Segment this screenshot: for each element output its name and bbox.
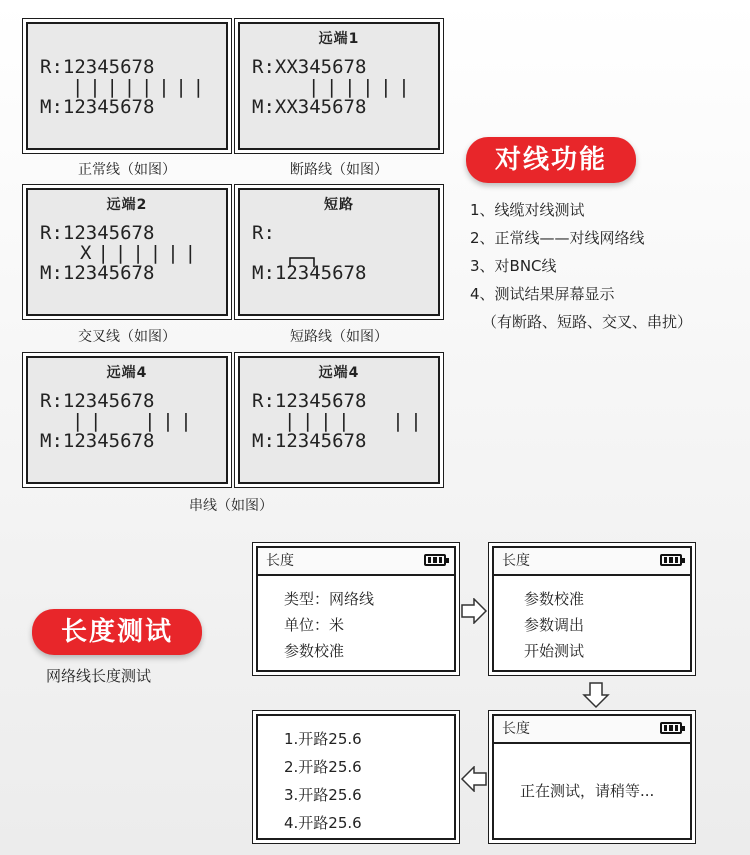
panel-caption: 短路线（如图） bbox=[290, 329, 388, 345]
result-line: 4.开路25.6 bbox=[284, 814, 362, 832]
lcd-panel-open bbox=[238, 22, 440, 150]
main-row: M:XX345678 bbox=[252, 96, 367, 118]
menu-line: 类型：网络线 bbox=[284, 590, 375, 608]
battery-icon bbox=[660, 722, 682, 734]
battery-icon bbox=[660, 554, 682, 566]
panel-caption: 交叉线（如图） bbox=[78, 329, 176, 345]
battery-icon bbox=[424, 554, 446, 566]
arrow-left-icon bbox=[460, 766, 488, 792]
lcd-panel-crosstalk-a bbox=[26, 356, 228, 484]
main-row: M:12345678 bbox=[40, 430, 155, 452]
menu-line: 参数调出 bbox=[524, 616, 585, 634]
feature-item: 4、测试结果屏幕显示 bbox=[470, 285, 615, 303]
device-screen-menu bbox=[492, 546, 692, 672]
lcd-panel-normal bbox=[26, 22, 228, 150]
device-screen-results bbox=[256, 714, 456, 840]
receiver-row: R:12345678 bbox=[40, 222, 155, 244]
main-row: M:12345678 bbox=[40, 262, 155, 284]
status-line: 正在测试，请稍等... bbox=[520, 782, 655, 800]
receiver-row: R:12345678 bbox=[40, 390, 155, 412]
result-line: 3.开路25.6 bbox=[284, 786, 362, 804]
feature-list bbox=[470, 196, 692, 336]
receiver-row: R:XX345678 bbox=[252, 56, 367, 78]
lcd-panel-crossed bbox=[26, 188, 228, 316]
menu-line: 参数校准 bbox=[284, 642, 345, 660]
menu-line: 单位：米 bbox=[284, 616, 345, 634]
link-row: X|||||| bbox=[80, 242, 203, 264]
screen-header: 长度 bbox=[494, 716, 690, 744]
result-line: 1.开路25.6 bbox=[284, 730, 362, 748]
receiver-row: R:12345678 bbox=[252, 390, 367, 412]
feature-item: 1、线缆对线测试 bbox=[470, 201, 585, 219]
length-subtitle: 网络线长度测试 bbox=[46, 667, 152, 685]
link-row: || ||| bbox=[72, 410, 199, 432]
menu-line: 开始测试 bbox=[524, 642, 585, 660]
device-screen-settings bbox=[256, 546, 456, 672]
main-row: M:12345678 bbox=[252, 262, 367, 284]
panel-caption: 断路线（如图） bbox=[290, 162, 388, 178]
screen-header: 长度 bbox=[258, 548, 454, 576]
device-screen-testing bbox=[492, 714, 692, 840]
feature-item: 3、对BNC线 bbox=[470, 257, 557, 275]
link-row: |||||||| bbox=[72, 76, 210, 98]
receiver-row: R:12345678 bbox=[40, 56, 155, 78]
main-row: M:12345678 bbox=[252, 430, 367, 452]
menu-line: 参数校准 bbox=[524, 590, 585, 608]
result-line: 2.开路25.6 bbox=[284, 758, 362, 776]
arrow-right-icon bbox=[460, 598, 488, 624]
feature-title-badge: 对线功能 bbox=[466, 137, 636, 183]
feature-item: （有断路、短路、交叉、串扰） bbox=[482, 313, 693, 331]
crosstalk-caption: 串线（如图） bbox=[189, 498, 273, 514]
panel-title: 远端1 bbox=[318, 31, 360, 47]
length-title-badge: 长度测试 bbox=[32, 609, 202, 655]
panel-caption: 正常线（如图） bbox=[78, 162, 176, 178]
receiver-row: R: bbox=[252, 222, 275, 244]
link-row: |||| || bbox=[284, 410, 429, 432]
panel-title: 远端2 bbox=[106, 197, 148, 213]
panel-title: 远端4 bbox=[106, 365, 148, 381]
arrow-down-icon bbox=[582, 681, 610, 709]
link-row: |||||| bbox=[308, 76, 417, 98]
lcd-panel-crosstalk-b bbox=[238, 356, 440, 484]
panel-title: 短路 bbox=[324, 197, 354, 213]
lcd-panel-short bbox=[238, 188, 440, 316]
feature-item: 2、正常线——对线网络线 bbox=[470, 229, 645, 247]
screen-header: 长度 bbox=[494, 548, 690, 576]
panel-title: 远端4 bbox=[318, 365, 360, 381]
main-row: M:12345678 bbox=[40, 96, 155, 118]
